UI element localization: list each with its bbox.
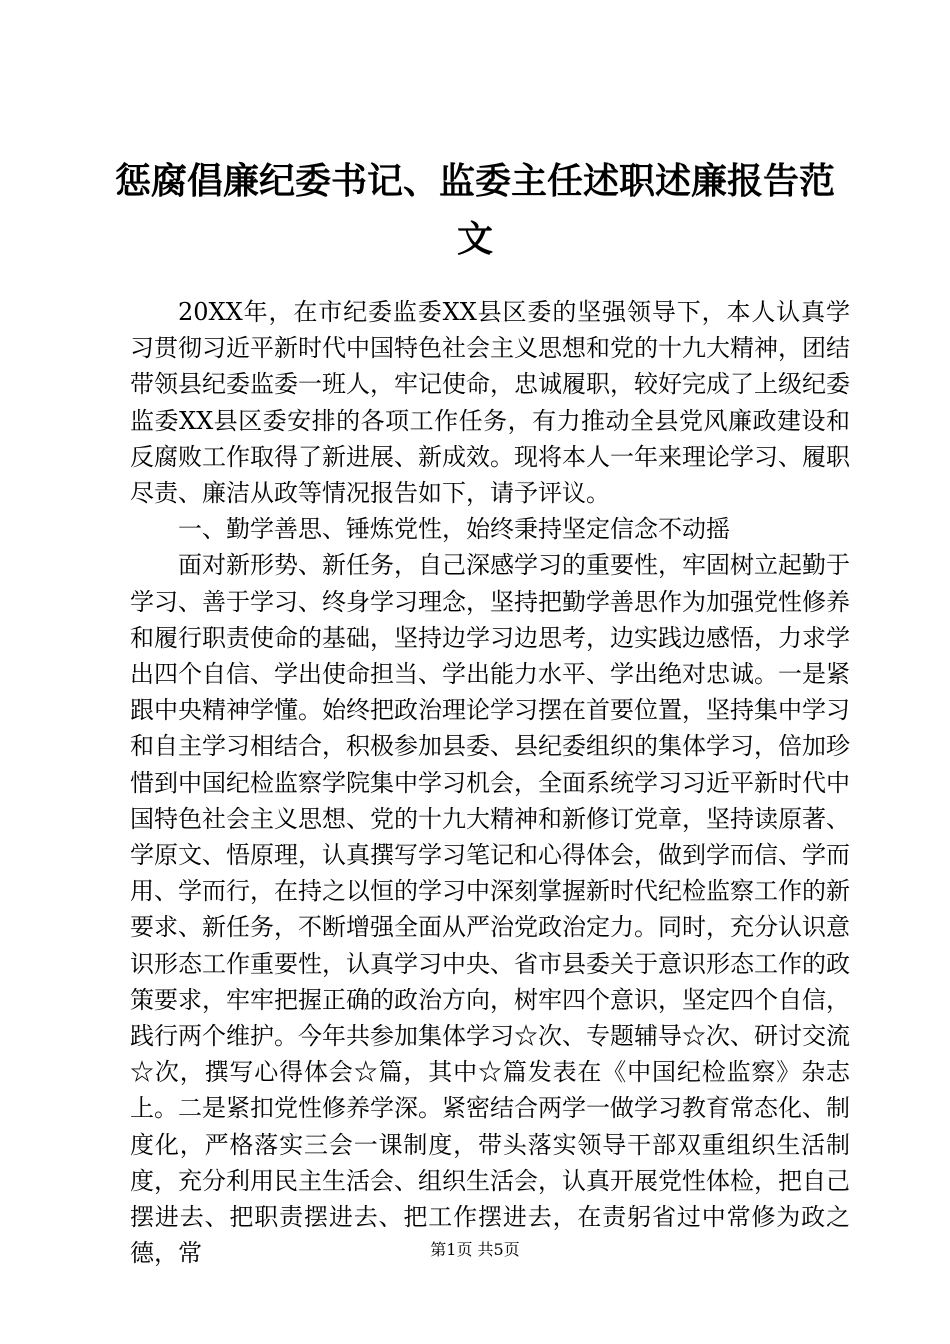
page-footer: 第1页 共5页 xyxy=(430,1240,520,1259)
document-body xyxy=(130,294,850,1271)
intro-paragraph: 20XX年，在市纪委监委XX县区委的坚强领导下，本人认真学习贯彻习近平新时代中国特色社会主义思想和党的十九大精神，团结带领县纪委监委一班人，牢记使命，忠诚履职，较好完成了上级纪委监委XX县区委安排的各项工作任务，有力推动全县党风廉政建设和反腐败工作取得了新进展、新成效。现将本人一年来理论学习、履职尽责、廉洁从政等情况报告如下，请予评议。 xyxy=(130,298,850,508)
document-title: 惩腐倡廉纪委书记、监委主任述职述廉报告范文 xyxy=(114,160,835,260)
body-paragraph: 面对新形势、新任务，自己深感学习的重要性，牢固树立起勤于学习、善于学习、终身学习理念，坚持把勤学善思作为加强党性修养和履行职责使命的基础，坚持边学习边思考，边实践边感悟，力求学出四个自信、学出使命担当、学出能力水平、学出绝对忠诚。一是紧跟中央精神学懂。始终把政治理论学习摆在首要位置，坚持集中学习和自主学习相结合，积极参加县委、县纪委组织的集体学习，倍加珍惜到中国纪检监察学院集中学习机会，全面系统学习习近平新时代中国特色社会主义思想、党的十九大精神和新修订党章，坚持读原著、学原文、悟原理，认真撰写学习笔记和心得体会，做到学而信、学而用、学而行，在持之以恒的学习中深刻掌握新时代纪检监察工作的新要求、新任务，不断增强全面从严治党政治定力。同时，充分认识意识形态工作重要性，认真学习中央、省市县委关于意识形态工作的政策要求，牢牢把握正确的政治方向，树牢四个意识，坚定四个自信，践行两个维护。今年共参加集体学习☆次、专题辅导☆次、研讨交流☆次，撰写心得体会☆篇，其中☆篇发表在《中国纪检监察》杂志上。二是紧扣党性修养学深。紧密结合两学一做学习教育常态化、制度化，严格落实三会一课制度，带头落实领导干部双重组织生活制度，充分利用民主生活会、组织生活会，认真开展党性体检，把自己摆进去、把职责摆进去、把工作摆进去，在责躬省过中常修为政之德，常 xyxy=(130,551,850,1268)
section-heading: 一、勤学善思、锤炼党性，始终秉持坚定信念不动摇 xyxy=(178,515,730,544)
